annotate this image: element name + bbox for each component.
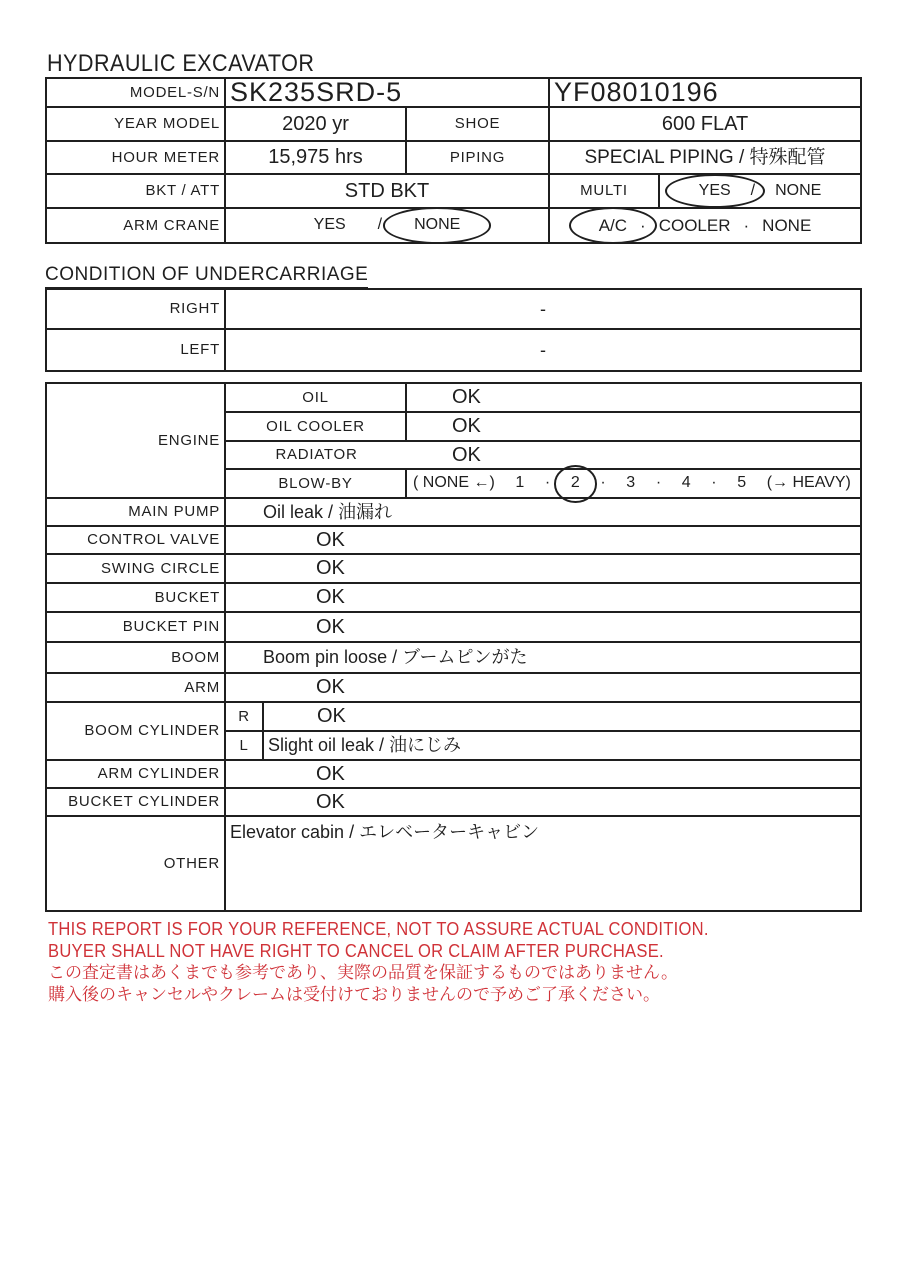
disclaimer-line-4: 購入後のキャンセルやクレームは受付けておりませんので予めご了承ください。 <box>48 984 660 1004</box>
piping-value: SPECIAL PIPING / 特殊配管 <box>550 142 860 175</box>
disclaimer-block <box>48 919 766 1005</box>
bucket-pin-value: OK <box>226 613 860 643</box>
arm-crane-yes-option: YES <box>313 216 346 234</box>
arm-cylinder-label: ARM CYLINDER <box>47 761 226 789</box>
boom-label: BOOM <box>47 643 226 674</box>
multi-none-option: NONE <box>775 181 822 199</box>
serial-value: YF08010196 <box>550 79 860 108</box>
blow-by-level-5: 5 <box>737 474 747 492</box>
boom-cylinder-l-label: L <box>226 732 264 761</box>
hour-meter-value: 15,975 hrs <box>226 142 407 175</box>
arm-value: OK <box>226 674 860 703</box>
inspection-table <box>45 382 862 912</box>
multi-yes-selected: YES <box>698 181 731 199</box>
blow-by-level-1: 1 <box>515 474 525 492</box>
shoe-value: 600 FLAT <box>550 108 860 142</box>
engine-radiator-label: RADIATOR <box>226 442 407 470</box>
blow-by-label: BLOW-BY <box>226 470 407 499</box>
engine-radiator-value: OK <box>407 442 860 470</box>
left-value: - <box>540 339 546 360</box>
blow-by-prefix: ( NONE ←) <box>413 474 495 492</box>
boom-cylinder-l-value: Slight oil leak / 油にじみ <box>264 732 860 761</box>
blow-by-scale <box>407 470 860 499</box>
dot-separator: · <box>743 215 750 235</box>
piping-label: PIPING <box>407 142 550 175</box>
boom-cylinder-r-label: R <box>226 703 264 732</box>
other-label: OTHER <box>47 817 226 910</box>
disclaimer-line-2: BUYER SHALL NOT HAVE RIGHT TO CANCEL OR CLAIM AFTER PURCHASE. <box>48 940 664 961</box>
arm-label: ARM <box>47 674 226 703</box>
bucket-pin-label: BUCKET PIN <box>47 613 226 643</box>
swing-circle-value: OK <box>226 555 860 584</box>
page-title-text: HYDRAULIC EXCAVATOR <box>47 50 318 81</box>
engine-oil-cooler-value: OK <box>407 413 860 442</box>
blow-by-level-3: 3 <box>626 474 636 492</box>
model-value: SK235SRD-5 <box>226 79 550 108</box>
bkt-att-value: STD BKT <box>226 175 550 209</box>
boom-value: Boom pin loose / ブームピンがた <box>226 643 860 674</box>
engine-oil-value: OK <box>407 384 860 413</box>
disclaimer-line-1: THIS REPORT IS FOR YOUR REFERENCE, NOT TO ASSURE ACTUAL CONDITION. <box>48 919 709 939</box>
ac-none-option: NONE <box>762 215 812 235</box>
undercarriage-section-title: CONDITION OF UNDERCARRIAGE <box>45 264 368 289</box>
arm-crane-slash: / <box>377 216 383 234</box>
year-model-value: 2020 yr <box>226 108 407 142</box>
bucket-cylinder-label: BUCKET CYLINDER <box>47 789 226 817</box>
dot-separator: · <box>640 215 646 235</box>
control-valve-label: CONTROL VALVE <box>47 527 226 555</box>
shoe-label: SHOE <box>407 108 550 142</box>
disclaimer-line-3: この査定書はあくまでも参考であり、実際の品質を保証するものではありません。 <box>48 963 679 982</box>
blow-by-level-4: 4 <box>681 474 691 492</box>
main-pump-label: MAIN PUMP <box>47 499 226 527</box>
model-sn-label: MODEL-S/N <box>47 79 226 108</box>
hour-meter-label: HOUR METER <box>47 142 226 175</box>
boom-cylinder-label: BOOM CYLINDER <box>47 703 226 761</box>
multi-value <box>660 175 860 209</box>
blow-by-suffix: (→ HEAVY) <box>766 474 851 492</box>
dot-separator: · <box>544 474 551 492</box>
multi-label: MULTI <box>550 175 660 209</box>
main-pump-value: Oil leak / 油漏れ <box>226 499 860 527</box>
spec-table <box>45 77 862 244</box>
bucket-label: BUCKET <box>47 584 226 613</box>
swing-circle-label: SWING CIRCLE <box>47 555 226 584</box>
ac-selected: A/C <box>598 215 628 235</box>
arm-cylinder-value: OK <box>226 761 860 789</box>
ac-cooler-value <box>550 209 860 242</box>
other-value: Elevator cabin / エレベーターキャビン <box>230 822 540 842</box>
bucket-value: OK <box>226 584 860 613</box>
dot-separator: · <box>711 474 717 492</box>
right-label: RIGHT <box>47 290 226 330</box>
arm-crane-none-selected: NONE <box>414 216 461 234</box>
boom-cylinder-r-value: OK <box>264 703 860 732</box>
engine-oil-label: OIL <box>226 384 407 413</box>
control-valve-value: OK <box>226 527 860 555</box>
arm-crane-value <box>226 209 550 242</box>
dot-separator: · <box>600 474 606 492</box>
multi-slash: / <box>750 181 756 199</box>
right-value: - <box>226 290 860 330</box>
bucket-cylinder-value: OK <box>226 789 860 817</box>
undercarriage-table <box>45 288 862 372</box>
year-model-label: YEAR MODEL <box>47 108 226 142</box>
blow-by-level-2-selected: 2 <box>570 474 580 492</box>
bkt-att-label: BKT / ATT <box>47 175 226 209</box>
engine-oil-cooler-label: OIL COOLER <box>226 413 407 442</box>
left-label: LEFT <box>47 330 226 370</box>
arm-crane-label: ARM CRANE <box>47 209 226 242</box>
cooler-option: COOLER <box>658 215 731 235</box>
engine-label: ENGINE <box>47 384 226 499</box>
dot-separator: · <box>655 474 662 492</box>
